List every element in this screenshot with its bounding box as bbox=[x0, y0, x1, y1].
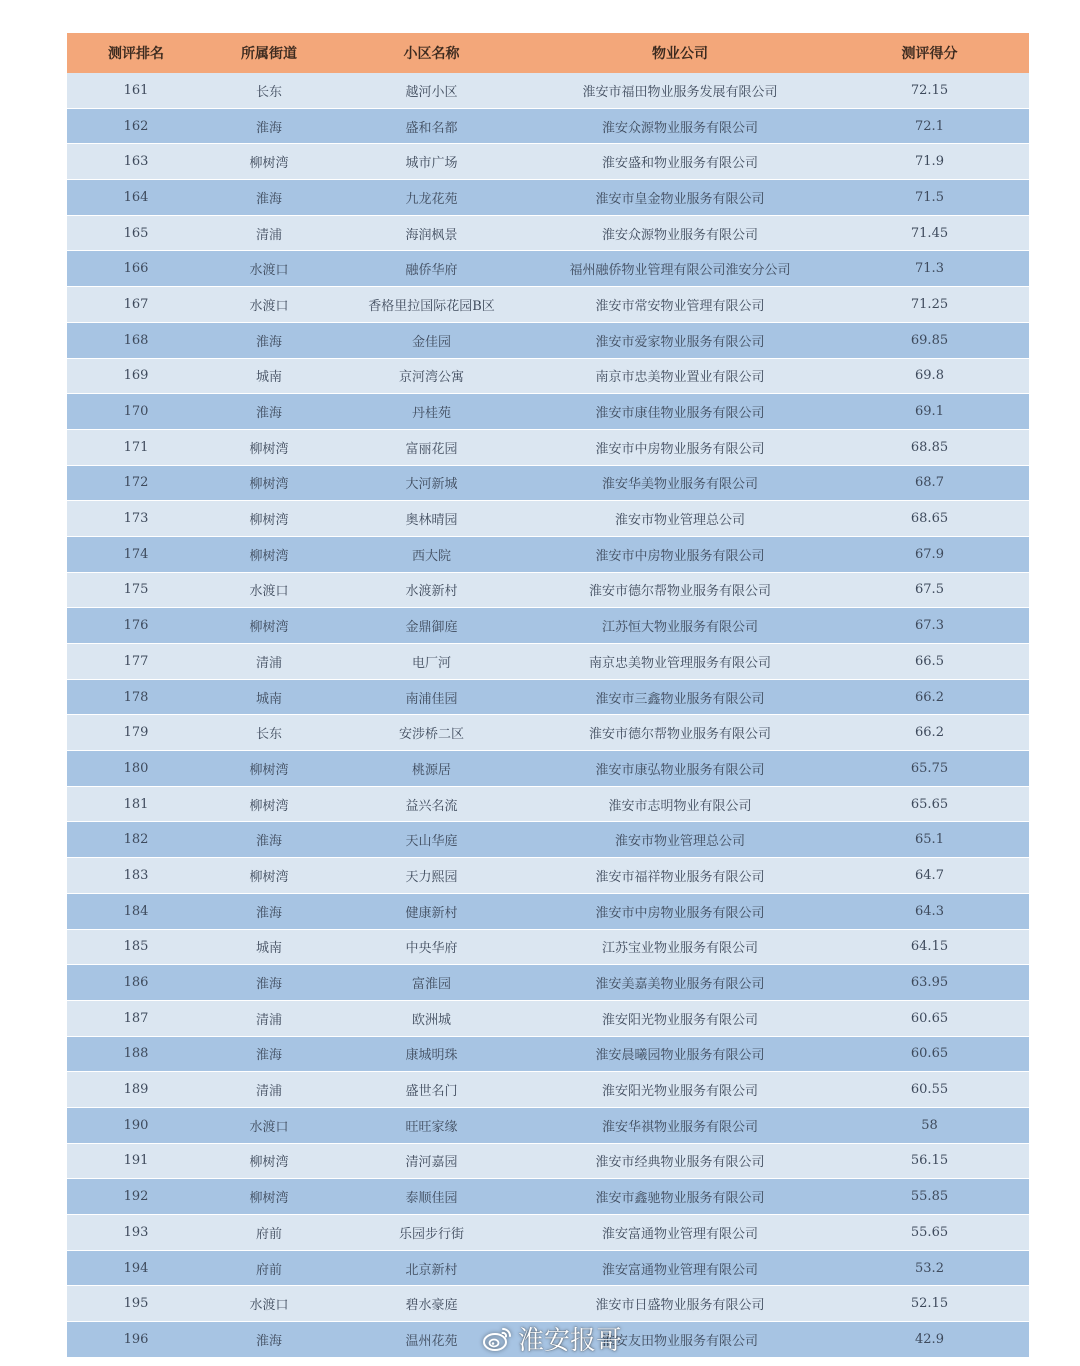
cell-rank: 171 bbox=[123, 439, 149, 455]
cell-company: 淮安市德尔帮物业服务有限公司 bbox=[588, 727, 771, 743]
cell-score: 72.15 bbox=[910, 82, 949, 98]
cell-company: 淮安市日盛物业服务有限公司 bbox=[595, 1298, 765, 1314]
cell-score: 58 bbox=[921, 1117, 938, 1133]
table-row bbox=[67, 751, 1029, 787]
table-row bbox=[67, 1037, 1029, 1073]
cell-score: 56.15 bbox=[910, 1153, 949, 1169]
cell-score: 71.3 bbox=[915, 261, 944, 277]
cell-street: 城南 bbox=[255, 370, 282, 386]
cell-company: 江苏宝业物业服务有限公司 bbox=[601, 941, 758, 957]
cell-community: 欧洲城 bbox=[411, 1012, 451, 1028]
cell-score: 66.2 bbox=[915, 689, 944, 705]
cell-rank: 173 bbox=[123, 511, 149, 527]
cell-rank: 180 bbox=[123, 760, 149, 776]
cell-company: 江苏恒大物业服务有限公司 bbox=[601, 620, 758, 636]
table-row bbox=[67, 822, 1029, 858]
cell-company: 淮安市福田物业服务发展有限公司 bbox=[582, 84, 778, 100]
cell-score: 67.5 bbox=[915, 582, 944, 598]
table-row bbox=[67, 1144, 1029, 1180]
cell-community: 温州花苑 bbox=[405, 1333, 458, 1349]
cell-score: 65.65 bbox=[910, 796, 949, 812]
cell-street: 长东 bbox=[255, 727, 282, 743]
cell-rank: 175 bbox=[123, 582, 149, 598]
table-row bbox=[67, 73, 1029, 109]
cell-community: 益兴名流 bbox=[405, 798, 458, 814]
cell-score: 60.65 bbox=[910, 1046, 949, 1062]
header-rank: 测评排名 bbox=[108, 46, 164, 62]
table-row bbox=[67, 430, 1029, 466]
table-row bbox=[67, 894, 1029, 930]
cell-company: 淮安市福祥物业服务有限公司 bbox=[595, 869, 765, 885]
cell-company: 淮安市经典物业服务有限公司 bbox=[595, 1155, 765, 1171]
cell-score: 53.2 bbox=[915, 1260, 944, 1276]
cell-score: 67.3 bbox=[915, 618, 944, 634]
cell-community: 城市广场 bbox=[405, 156, 458, 172]
table-row bbox=[67, 1072, 1029, 1108]
cell-score: 67.9 bbox=[915, 546, 944, 562]
cell-score: 69.1 bbox=[915, 404, 944, 420]
cell-rank: 168 bbox=[123, 332, 149, 348]
cell-company: 淮安阳光物业服务有限公司 bbox=[601, 1012, 758, 1028]
cell-company: 福州融侨物业管理有限公司淮安分公司 bbox=[569, 263, 791, 279]
cell-street: 柳树湾 bbox=[249, 477, 289, 493]
table-row bbox=[67, 180, 1029, 216]
cell-community: 天山华庭 bbox=[405, 834, 458, 850]
cell-company: 淮安盛和物业服务有限公司 bbox=[601, 156, 758, 172]
cell-community: 北京新村 bbox=[405, 1262, 458, 1278]
cell-community: 水渡新村 bbox=[405, 584, 458, 600]
cell-score: 71.9 bbox=[915, 154, 944, 170]
cell-score: 68.7 bbox=[915, 475, 944, 491]
cell-street: 清浦 bbox=[255, 227, 282, 243]
cell-score: 42.9 bbox=[915, 1331, 944, 1347]
cell-street: 淮海 bbox=[255, 977, 282, 993]
cell-street: 淮海 bbox=[255, 905, 282, 921]
table-row bbox=[67, 930, 1029, 966]
cell-score: 65.75 bbox=[910, 760, 949, 776]
cell-street: 长东 bbox=[255, 84, 282, 100]
cell-community: 乐园步行街 bbox=[398, 1226, 464, 1242]
cell-community: 金佳园 bbox=[411, 334, 451, 350]
cell-community: 富丽花园 bbox=[405, 441, 458, 457]
table-row bbox=[67, 1108, 1029, 1144]
cell-company: 淮安晨曦园物业服务有限公司 bbox=[595, 1048, 765, 1064]
cell-rank: 169 bbox=[123, 368, 149, 384]
cell-rank: 191 bbox=[123, 1153, 149, 1169]
table-row bbox=[67, 1179, 1029, 1215]
cell-rank: 181 bbox=[123, 796, 149, 812]
cell-street: 水渡口 bbox=[249, 1119, 289, 1135]
cell-rank: 192 bbox=[123, 1189, 149, 1205]
cell-rank: 161 bbox=[123, 82, 149, 98]
cell-rank: 187 bbox=[123, 1010, 149, 1026]
watermark-text: 淮安报哥 bbox=[518, 1326, 623, 1356]
cell-street: 淮海 bbox=[255, 191, 282, 207]
cell-street: 清浦 bbox=[255, 655, 282, 671]
header-community: 小区名称 bbox=[403, 46, 460, 62]
header-score: 测评得分 bbox=[901, 46, 958, 62]
cell-street: 淮海 bbox=[255, 1048, 282, 1064]
table-row bbox=[67, 144, 1029, 180]
cell-rank: 166 bbox=[123, 261, 149, 277]
table-row bbox=[67, 608, 1029, 644]
cell-score: 71.45 bbox=[910, 225, 949, 241]
cell-company: 淮安市常安物业管理有限公司 bbox=[595, 298, 765, 314]
cell-community: 九龙花苑 bbox=[405, 191, 458, 207]
table-row bbox=[67, 359, 1029, 395]
cell-community: 融侨华府 bbox=[405, 263, 458, 279]
cell-company: 淮安富通物业管理有限公司 bbox=[601, 1262, 758, 1278]
cell-street: 柳树湾 bbox=[249, 156, 289, 172]
cell-street: 水渡口 bbox=[249, 584, 289, 600]
cell-street: 柳树湾 bbox=[249, 620, 289, 636]
cell-score: 55.85 bbox=[910, 1189, 949, 1205]
cell-score: 63.95 bbox=[910, 975, 949, 991]
cell-street: 柳树湾 bbox=[249, 1191, 289, 1207]
cell-street: 柳树湾 bbox=[249, 548, 289, 564]
cell-street: 水渡口 bbox=[249, 263, 289, 279]
cell-street: 淮海 bbox=[255, 406, 282, 422]
cell-rank: 184 bbox=[123, 903, 149, 919]
table-row bbox=[67, 1322, 1029, 1358]
cell-community: 盛世名门 bbox=[405, 1084, 458, 1100]
table-row bbox=[67, 251, 1029, 287]
cell-community: 越河小区 bbox=[405, 84, 458, 100]
cell-score: 66.2 bbox=[915, 725, 944, 741]
cell-community: 泰顺佳园 bbox=[405, 1191, 458, 1207]
cell-street: 清浦 bbox=[255, 1084, 282, 1100]
cell-rank: 162 bbox=[123, 118, 149, 134]
cell-score: 69.8 bbox=[915, 368, 944, 384]
table-row bbox=[67, 109, 1029, 145]
cell-rank: 186 bbox=[123, 975, 149, 991]
cell-street: 清浦 bbox=[255, 1012, 282, 1028]
cell-company: 淮安市志明物业有限公司 bbox=[608, 798, 752, 814]
cell-community: 碧水豪庭 bbox=[405, 1298, 458, 1314]
header-company: 物业公司 bbox=[652, 46, 708, 62]
cell-rank: 188 bbox=[123, 1046, 149, 1062]
cell-street: 水渡口 bbox=[249, 298, 289, 314]
cell-rank: 194 bbox=[123, 1260, 149, 1276]
cell-rank: 177 bbox=[123, 653, 149, 669]
cell-community: 健康新村 bbox=[405, 905, 458, 921]
cell-community: 旺旺家缘 bbox=[405, 1119, 458, 1135]
cell-rank: 179 bbox=[123, 725, 149, 741]
cell-score: 60.55 bbox=[910, 1082, 949, 1098]
cell-company: 淮安市鑫驰物业服务有限公司 bbox=[595, 1191, 765, 1207]
cell-street: 淮海 bbox=[255, 334, 282, 350]
table-row bbox=[67, 680, 1029, 716]
table-body bbox=[67, 73, 1029, 1358]
cell-community: 电厂河 bbox=[411, 655, 451, 671]
cell-rank: 167 bbox=[123, 296, 149, 312]
table-row bbox=[67, 715, 1029, 751]
cell-rank: 163 bbox=[123, 154, 149, 170]
cell-street: 水渡口 bbox=[249, 1298, 289, 1314]
cell-rank: 176 bbox=[123, 618, 149, 634]
cell-rank: 189 bbox=[123, 1082, 149, 1098]
cell-company: 淮安市康佳物业服务有限公司 bbox=[595, 406, 765, 422]
cell-company: 淮安众源物业服务有限公司 bbox=[601, 120, 758, 136]
table-row bbox=[67, 501, 1029, 537]
cell-company: 淮安市三鑫物业服务有限公司 bbox=[595, 691, 765, 707]
cell-community: 清河嘉园 bbox=[405, 1155, 458, 1171]
cell-community: 金鼎御庭 bbox=[405, 620, 458, 636]
cell-street: 柳树湾 bbox=[249, 869, 289, 885]
table-row bbox=[67, 644, 1029, 680]
table-row bbox=[67, 216, 1029, 252]
cell-street: 府前 bbox=[255, 1262, 282, 1278]
cell-score: 52.15 bbox=[910, 1296, 949, 1312]
table-row bbox=[67, 1001, 1029, 1037]
cell-company: 淮安市德尔帮物业服务有限公司 bbox=[588, 584, 771, 600]
table-row bbox=[67, 287, 1029, 323]
cell-company: 淮安华美物业服务有限公司 bbox=[601, 477, 758, 493]
table-row bbox=[67, 1251, 1029, 1287]
cell-rank: 170 bbox=[123, 404, 149, 420]
cell-score: 72.1 bbox=[915, 118, 944, 134]
cell-score: 55.65 bbox=[910, 1224, 949, 1240]
cell-company: 淮安市中房物业服务有限公司 bbox=[595, 905, 765, 921]
cell-rank: 193 bbox=[123, 1224, 149, 1240]
cell-company: 淮安市中房物业服务有限公司 bbox=[595, 548, 765, 564]
table-row bbox=[67, 323, 1029, 359]
cell-rank: 195 bbox=[123, 1296, 149, 1312]
cell-community: 海润枫景 bbox=[405, 227, 458, 243]
cell-rank: 190 bbox=[123, 1117, 149, 1133]
cell-street: 柳树湾 bbox=[249, 762, 289, 778]
cell-rank: 164 bbox=[123, 189, 149, 205]
cell-community: 京河湾公寓 bbox=[398, 370, 464, 386]
table-row bbox=[67, 537, 1029, 573]
cell-score: 64.7 bbox=[915, 867, 944, 883]
cell-rank: 185 bbox=[123, 939, 149, 955]
cell-score: 66.5 bbox=[915, 653, 944, 669]
cell-community: 奥林晴园 bbox=[405, 513, 458, 529]
cell-rank: 178 bbox=[123, 689, 149, 705]
cell-score: 60.65 bbox=[910, 1010, 949, 1026]
cell-street: 城南 bbox=[255, 691, 282, 707]
cell-score: 71.25 bbox=[910, 296, 949, 312]
cell-company: 南京忠美物业管理服务有限公司 bbox=[588, 655, 771, 671]
cell-community: 中央华府 bbox=[405, 941, 458, 957]
cell-company: 淮安美嘉美物业服务有限公司 bbox=[595, 977, 765, 993]
cell-community: 康城明珠 bbox=[405, 1048, 458, 1064]
cell-community: 盛和名都 bbox=[405, 120, 458, 136]
cell-company: 淮安市物业管理总公司 bbox=[614, 834, 745, 850]
cell-score: 64.3 bbox=[915, 903, 944, 919]
cell-company: 淮安市爱家物业服务有限公司 bbox=[595, 334, 765, 350]
cell-street: 城南 bbox=[255, 941, 282, 957]
cell-community: 天力熙园 bbox=[405, 869, 458, 885]
cell-company: 淮安市物业管理总公司 bbox=[614, 513, 745, 529]
table-row bbox=[67, 1215, 1029, 1251]
cell-community: 香格里拉国际花园B区 bbox=[368, 298, 495, 314]
cell-score: 65.1 bbox=[915, 832, 944, 848]
table-row bbox=[67, 858, 1029, 894]
cell-community: 南浦佳园 bbox=[405, 691, 458, 707]
cell-community: 丹桂苑 bbox=[411, 406, 451, 422]
table-row bbox=[67, 787, 1029, 823]
cell-community: 桃源居 bbox=[411, 762, 451, 778]
cell-rank: 183 bbox=[123, 867, 149, 883]
cell-rank: 182 bbox=[123, 832, 149, 848]
cell-company: 淮安众源物业服务有限公司 bbox=[601, 227, 758, 243]
cell-company: 淮安市皇金物业服务有限公司 bbox=[595, 191, 765, 207]
cell-company: 淮安富通物业管理有限公司 bbox=[601, 1226, 758, 1242]
cell-community: 富淮园 bbox=[411, 977, 451, 993]
cell-company: 淮安友田物业服务有限公司 bbox=[601, 1333, 758, 1349]
table-row bbox=[67, 466, 1029, 502]
cell-rank: 172 bbox=[123, 475, 149, 491]
table-row bbox=[67, 573, 1029, 609]
table-row bbox=[67, 1286, 1029, 1322]
cell-score: 68.85 bbox=[910, 439, 949, 455]
cell-street: 柳树湾 bbox=[249, 798, 289, 814]
cell-street: 淮海 bbox=[255, 120, 282, 136]
cell-community: 大河新城 bbox=[405, 477, 458, 493]
header-street: 所属街道 bbox=[241, 46, 297, 62]
cell-company: 南京市忠美物业置业有限公司 bbox=[595, 370, 765, 386]
cell-street: 柳树湾 bbox=[249, 513, 289, 529]
cell-street: 淮海 bbox=[255, 834, 282, 850]
cell-rank: 174 bbox=[123, 546, 149, 562]
cell-company: 淮安华祺物业服务有限公司 bbox=[601, 1119, 758, 1135]
table-row bbox=[67, 394, 1029, 430]
cell-community: 安涉桥二区 bbox=[398, 727, 464, 743]
cell-score: 71.5 bbox=[915, 189, 944, 205]
cell-company: 淮安阳光物业服务有限公司 bbox=[601, 1084, 758, 1100]
cell-score: 69.85 bbox=[910, 332, 949, 348]
cell-street: 柳树湾 bbox=[249, 441, 289, 457]
cell-street: 淮海 bbox=[255, 1333, 282, 1349]
cell-company: 淮安市康弘物业服务有限公司 bbox=[595, 762, 765, 778]
cell-rank: 165 bbox=[123, 225, 149, 241]
cell-score: 68.65 bbox=[910, 511, 949, 527]
cell-score: 64.15 bbox=[910, 939, 949, 955]
cell-rank: 196 bbox=[123, 1331, 149, 1347]
cell-company: 淮安市中房物业服务有限公司 bbox=[595, 441, 765, 457]
property-ranking-table bbox=[67, 33, 1029, 1358]
cell-street: 柳树湾 bbox=[249, 1155, 289, 1171]
cell-community: 西大院 bbox=[411, 548, 451, 564]
table-header bbox=[67, 33, 1029, 73]
cell-street: 府前 bbox=[255, 1226, 282, 1242]
table-row bbox=[67, 965, 1029, 1001]
